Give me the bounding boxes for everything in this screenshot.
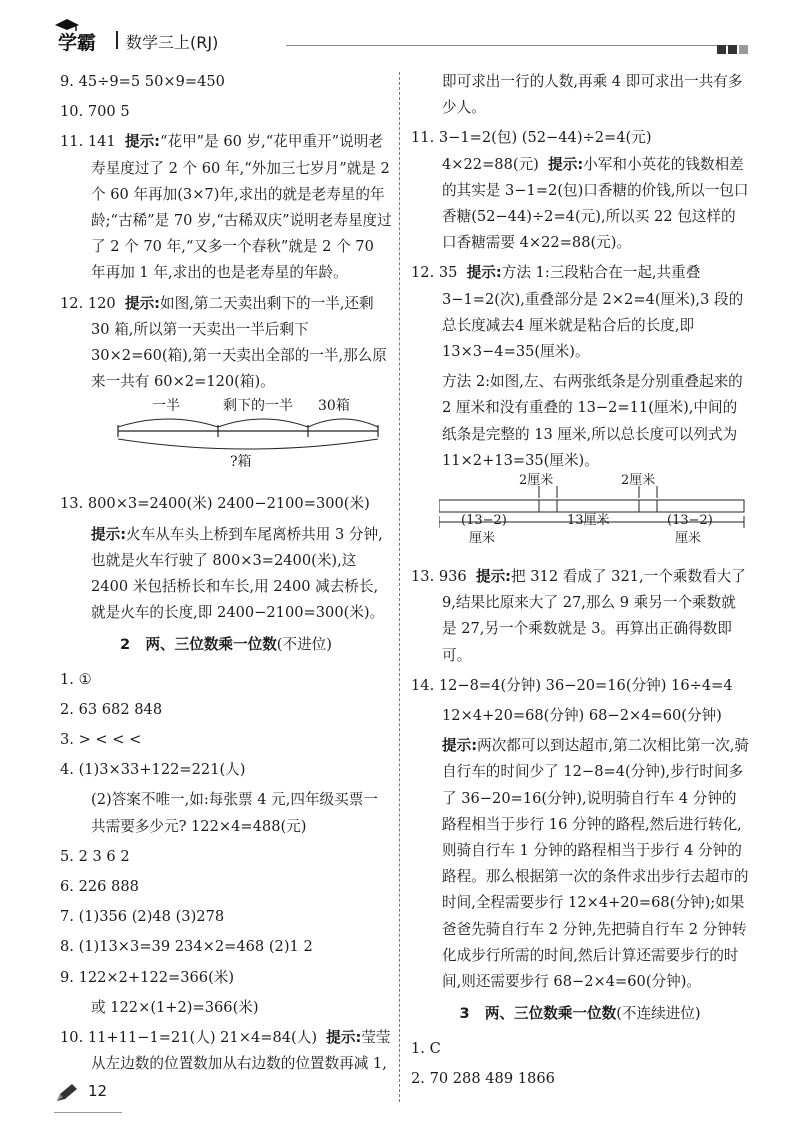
answer-13-right: 13. 936 提示:把 312 看成了 321,一个乘数看大了 9,结果比原来大了 27,那么 9 乘另一个乘数就是 27,另一个乘数就是 3。再算出正确得数即可。 [411, 568, 746, 664]
answer-13: 13. 800×3=2400(米) 2400−2100=300(米) [60, 495, 370, 513]
strip-label-left-b: 厘米 [469, 531, 496, 547]
diagram-label-half: 一半 [152, 398, 180, 415]
header-separator [116, 31, 118, 49]
s2-answer-7: 7. (1)356 (2)48 (3)278 [60, 908, 225, 926]
s2-answer-9a: 9. 122×2+122=366(米) [60, 968, 235, 986]
column-divider [399, 72, 400, 1102]
left-column [60, 69, 392, 1082]
s2-answer-1: 1. ① [60, 670, 92, 688]
s3-answer-1: 1. C [411, 1039, 441, 1057]
strip-label-2cm-a: 2厘米 [519, 473, 554, 489]
answer-11-right: 11. 3−1=2(包) (52−44)÷2=4(元) 4×22=88(元) 提示:小军和小英花的钱数相差的其实是 3−1=2(包)口香糖的价钱,所以一包口香糖(52−44)÷2=4(元),所以买 22 包这样的口香糖需要 4×22=88(元)。 [411, 129, 749, 252]
answer-13-hint: 提示:火车从车头上桥到车尾离桥共用 3 分钟,也就是火车行驶了 800×3=2400(米),这 2400 米包括桥长和车长,用 2400 减去桥长,就是火车的长度,即 2400−2100=300(米)。 [91, 525, 385, 622]
s2-answer-3: 3. > < < < [60, 731, 142, 749]
strip-label-right-a: (13−2) [667, 513, 713, 529]
header-rule [286, 45, 731, 46]
page-header [58, 28, 748, 58]
s3-answer-2: 2. 70 288 489 1866 [411, 1069, 555, 1087]
hint-label: 提示: [442, 737, 478, 755]
hint-label: 提示: [124, 294, 161, 312]
brand-logo: 学霸 [58, 32, 97, 54]
answer-12-right: 12. 35 提示:方法 1:三段粘合在一起,共重叠 3−1=2(次),重叠部分是 2×2=4(厘米),3 段的总长度减去4 厘米就是粘合后的长度,即 13×3−4=35(厘米)。 [411, 264, 744, 361]
paper-strip-diagram [439, 473, 749, 552]
segment-diagram-boxes [60, 399, 390, 479]
answer-12: 12. 120 提示:如图,第二天卖出剩下的一半,还剩 30 箱,所以第一天卖出一半后剩下 30×2=60(箱),第一天卖出全部的一半,那么原来一共有 60×2=120(箱)。 [60, 294, 387, 391]
hint-label: 提示: [466, 264, 502, 282]
answer-10-continued: 即可求出一行的人数,再乘 4 即可求出一共有多少人。 [442, 73, 743, 117]
hint-label: 提示: [326, 1029, 362, 1047]
diagram-label-30: 30箱 [318, 398, 350, 415]
s2-answer-5: 5. 2 3 6 2 [60, 847, 130, 865]
answer-14-line-2: 12×4+20=68(分钟) 68−2×4=60(分钟) [442, 707, 722, 725]
header-squares-decoration [715, 39, 748, 58]
section-3-title: 3 两、三位数乘一位数(不连续进位) [459, 1005, 701, 1023]
right-column [411, 69, 749, 1096]
hint-label: 提示: [475, 568, 512, 586]
strip-label-right-b: 厘米 [675, 531, 702, 547]
answer-14-hint: 提示:两次都可以到达超市,第二次相比第一次,骑自行车的时间少了 12−8=4(分钟),步行时间多了 36−20=16(分钟),说明骑自行车 4 分钟的路程相当于步行 16 分钟的路程,然后进行转化,则骑自行车 1 分钟的路程相当于步行 4 分钟的路程。那么根据第一次的条件求出步行去超市的时间,全程需要步行 12×4+20=68(分钟);如果爸爸先骑自行车 2 分钟,先把骑自行车 2 分钟转化成步行所需的时间,然后计算还需要步行的时间,则还需要步行 68−2×4=60(分钟)。 [442, 737, 749, 991]
answer-12-method-2: 方法 2:如图,左、右两张纸条是分别重叠起来的 2 厘米和没有重叠的 13−2=11(厘米),中间的纸条是完整的 13 厘米,所以总长度可以列式为 11×2+13=35(厘米)。 [442, 373, 743, 469]
strip-label-mid: 13厘米 [567, 513, 610, 529]
s2-answer-4a: 4. (1)3×33+122=221(人) [60, 761, 246, 779]
s2-answer-8: 8. (1)13×3=39 234×2=468 (2)1 2 [60, 938, 313, 956]
footer-rule [54, 1112, 122, 1113]
answer-10: 10. 700 5 [60, 103, 130, 121]
answer-9: 9. 45÷9=5 50×9=450 [60, 73, 225, 90]
section-2-title: 2 两、三位数乘一位数(不进位) [120, 636, 332, 654]
s2-answer-4b: (2)答案不唯一,如:每张票 4 元,四年级买票一共需要多少元? 122×4=488(元) [91, 791, 378, 835]
strip-label-2cm-b: 2厘米 [621, 473, 656, 489]
strip-label-left-a: (13−2) [461, 513, 507, 529]
hint-label: 提示: [91, 525, 127, 543]
hint-label: 提示: [548, 155, 584, 173]
answer-14-line-1: 14. 12−8=4(分钟) 36−20=16(分钟) 16÷4=4 [411, 676, 733, 694]
s2-answer-6: 6. 226 888 [60, 878, 139, 896]
page-number: 12 [88, 1082, 108, 1100]
s2-answer-10: 10. 11+11−1=21(人) 21×4=84(人) 提示:莹莹从左边数的位置数加从右边数的位置数再减 1, [60, 1029, 391, 1073]
answer-11: 11. 141 提示:“花甲”是 60 岁,“花甲重开”说明老寿星度过了 2 个 60 年,“外加三七岁月”就是 2 个 60 年再加(3×7)年,求出的就是老寿星的年龄;“古稀”是 70 岁,“古稀双庆”说明老寿星度过了 2 个 70 年,“又多一个春秋”就是 2 个 70 年再加 1 年,求出的也是老寿星的年龄。 [60, 133, 392, 282]
hint-label: 提示: [124, 133, 161, 151]
header-subject: 数学三上(RJ) [126, 33, 219, 52]
s2-answer-9b: 或 122×(1+2)=366(米) [91, 998, 259, 1016]
diagram-label-total: ?箱 [230, 454, 252, 471]
diagram-label-rest-half: 剩下的一半 [223, 398, 293, 415]
pencil-icon [54, 1082, 80, 1104]
s2-answer-2: 2. 63 682 848 [60, 700, 163, 718]
